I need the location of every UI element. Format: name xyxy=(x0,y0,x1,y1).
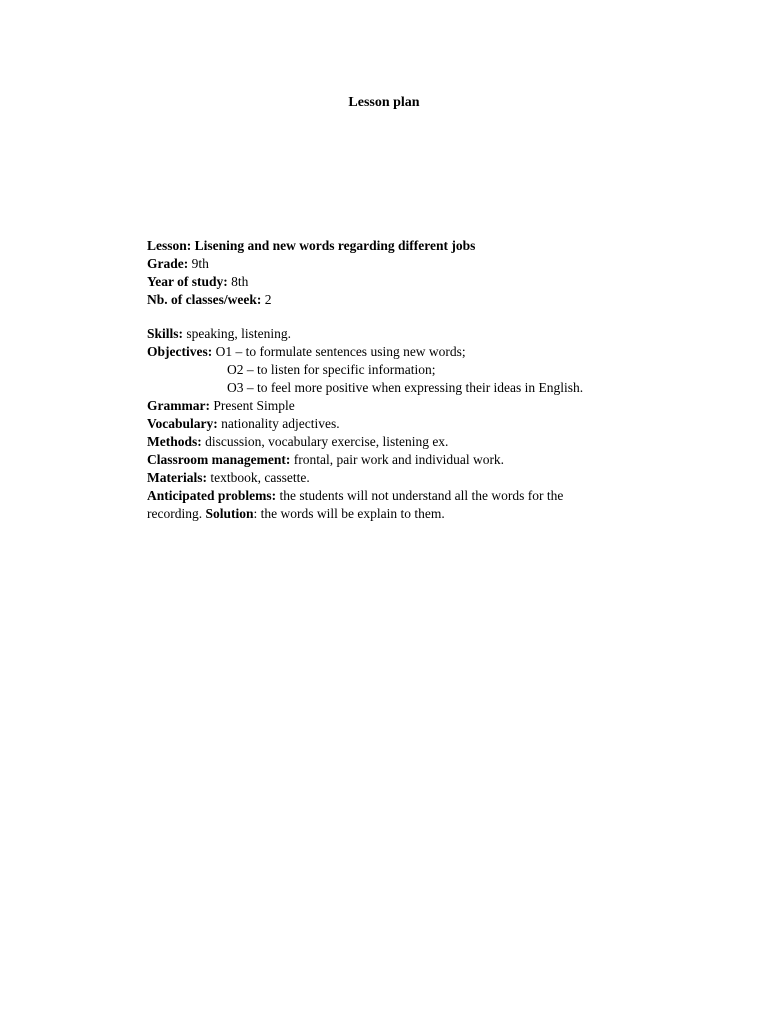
solution-label: Solution xyxy=(205,506,254,521)
vocabulary-line xyxy=(147,415,627,433)
lesson-line xyxy=(147,237,627,255)
skills-label: Skills: xyxy=(147,326,184,341)
objective-item: O1 – to formulate sentences using new words; xyxy=(212,344,466,359)
grammar-line xyxy=(147,397,627,415)
objective-line xyxy=(147,379,627,397)
year-of-study-line xyxy=(147,273,627,291)
grammar-label: Grammar: xyxy=(147,398,210,413)
objective-item: O2 – to listen for specific information; xyxy=(227,362,436,377)
document-title: Lesson plan xyxy=(348,95,420,110)
grade-label: Grade: xyxy=(147,256,189,271)
grade-value: 9th xyxy=(188,256,209,271)
vocabulary-label: Vocabulary: xyxy=(147,416,218,431)
anticipated-problems-paragraph xyxy=(147,487,617,523)
classes-per-week-line xyxy=(147,291,627,309)
objectives-label: Objectives: xyxy=(147,344,213,359)
methods-line xyxy=(147,433,627,451)
anticipated-problems-value: the students will not understand all the words for the recording. xyxy=(147,488,564,521)
objective-item: O3 – to feel more positive when expressing their ideas in English. xyxy=(227,380,584,395)
solution-value: : the words will be explain to them. xyxy=(253,506,445,521)
classroom-management-value: frontal, pair work and individual work. xyxy=(290,452,505,467)
methods-value: discussion, vocabulary exercise, listening ex. xyxy=(201,434,449,449)
anticipated-problems-label: Anticipated problems: xyxy=(147,488,277,503)
skills-value: speaking, listening. xyxy=(183,326,292,341)
materials-label: Materials: xyxy=(147,470,207,485)
grammar-value: Present Simple xyxy=(209,398,295,413)
objective-line xyxy=(147,361,627,379)
classroom-management-line xyxy=(147,451,627,469)
objectives-line xyxy=(147,343,627,361)
classes-per-week-value: 2 xyxy=(261,292,272,307)
year-of-study-label: Year of study: xyxy=(147,274,228,289)
lesson-label: Lesson: xyxy=(147,238,195,253)
vocabulary-value: nationality adjectives. xyxy=(217,416,340,431)
skills-line xyxy=(147,325,627,343)
materials-value: textbook, cassette. xyxy=(206,470,310,485)
year-of-study-value: 8th xyxy=(227,274,249,289)
materials-line xyxy=(147,469,627,487)
lesson-value: Lisening and new words regarding different jobs xyxy=(194,238,476,253)
classroom-management-label: Classroom management: xyxy=(147,452,291,467)
classes-per-week-label: Nb. of classes/week: xyxy=(147,292,262,307)
lesson-details-block xyxy=(147,325,627,523)
methods-label: Methods: xyxy=(147,434,202,449)
grade-line xyxy=(147,255,627,273)
lesson-info-block xyxy=(147,237,627,309)
